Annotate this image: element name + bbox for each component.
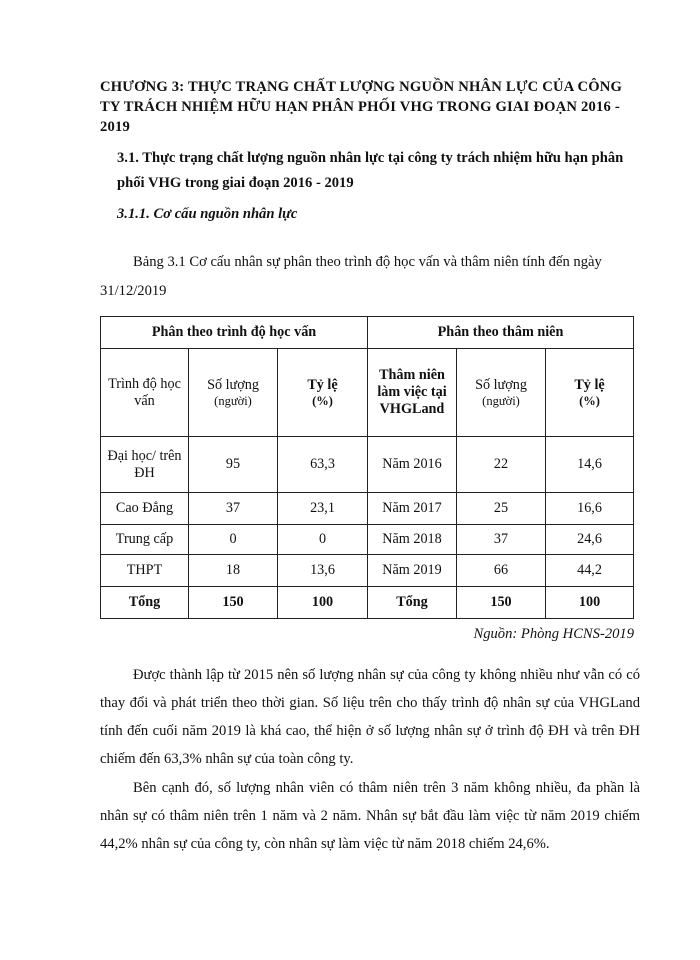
cell-ratio-2: 14,6	[546, 437, 634, 493]
cell-year: Năm 2016	[368, 437, 457, 493]
header-seniority: Thâm niên làm việc tại VHGLand	[368, 349, 457, 437]
cell-count-2: 66	[457, 555, 546, 587]
cell-level: THPT	[101, 555, 189, 587]
table-row	[101, 525, 634, 555]
table-caption-label: Bảng 3.1	[133, 254, 186, 270]
header-ratio-2-label: Tỷ lệ	[574, 376, 605, 393]
header-count-2-label: Số lượng	[475, 376, 527, 393]
cell-count: 95	[189, 437, 278, 493]
cell-total-label-2: Tổng	[368, 587, 457, 619]
table-source: Nguồn: Phòng HCNS-2019	[473, 626, 634, 642]
cell-ratio: 0	[278, 525, 368, 555]
header-level: Trình độ học vấn	[101, 349, 189, 437]
paragraph-1: Được thành lập từ 2015 nên số lượng nhân sự của công ty không nhiều như vẫn có có thay đổi và phát triển theo thời gian. Số liệu trên cho thấy trình độ nhân sự của VHGLand tính đến cuối năm 2019 là khá cao, thể hiện ở số lượng nhân sự ở trình độ ĐH và trên ĐH chiếm đến 63,3% nhân sự của toàn công ty.	[100, 667, 640, 767]
header-count-2	[457, 349, 546, 437]
table-caption	[100, 248, 640, 306]
cell-ratio: 63,3	[278, 437, 368, 493]
header-ratio-2-unit: (%)	[579, 393, 600, 408]
cell-ratio-2: 44,2	[546, 555, 634, 587]
header-ratio-label: Tỷ lệ	[307, 376, 338, 393]
table-caption-text: Cơ cấu nhân sự phân theo trình độ học vấn và thâm niên tính đến ngày 31/12/2019	[100, 254, 602, 299]
header-count-unit: (người)	[214, 393, 252, 408]
header-ratio-2	[546, 349, 634, 437]
cell-total-count-2: 150	[457, 587, 546, 619]
cell-year: Năm 2017	[368, 493, 457, 525]
cell-ratio: 13,6	[278, 555, 368, 587]
cell-level: Cao Đẳng	[101, 493, 189, 525]
table-row	[101, 493, 634, 525]
cell-count: 18	[189, 555, 278, 587]
subsection-title: 3.1.1. Cơ cấu nguồn nhân lực	[117, 206, 298, 222]
header-count	[189, 349, 278, 437]
cell-total-count: 150	[189, 587, 278, 619]
cell-year: Năm 2018	[368, 525, 457, 555]
cell-level: Đại học/ trên ĐH	[101, 437, 189, 493]
header-count-label: Số lượng	[207, 376, 259, 393]
cell-total-ratio: 100	[278, 587, 368, 619]
cell-total-ratio-2: 100	[546, 587, 634, 619]
header-group-education: Phân theo trình độ học vấn	[101, 317, 368, 349]
table-row	[101, 437, 634, 493]
cell-ratio: 23,1	[278, 493, 368, 525]
cell-count-2: 25	[457, 493, 546, 525]
chapter-title: CHƯƠNG 3: THỰC TRẠNG CHẤT LƯỢNG NGUỒN NHÂN LỰC CỦA CÔNG TY TRÁCH NHIỆM HỮU HẠN PHÂN PHỐI VHG TRONG GIAI ĐOẠN 2016 - 2019	[100, 79, 623, 135]
header-ratio-unit: (%)	[312, 393, 333, 408]
header-count-2-unit: (người)	[482, 393, 520, 408]
section-title: 3.1. Thực trạng chất lượng nguồn nhân lực tại công ty trách nhiệm hữu hạn phân phối VHG trong giai đoạn 2016 - 2019	[117, 150, 624, 191]
cell-total-label: Tổng	[101, 587, 189, 619]
header-ratio	[278, 349, 368, 437]
table-total-row	[101, 587, 634, 619]
cell-count-2: 22	[457, 437, 546, 493]
paragraph-2: Bên cạnh đó, số lượng nhân viên có thâm niên trên 3 năm không nhiều, đa phần là nhân sự có thâm niên trên 1 năm và 2 năm. Nhân sự bắt đầu làm việc từ năm 2019 chiếm 44,2% nhân sự của công ty, còn nhân sự làm việc từ năm 2018 chiếm 24,6%.	[100, 780, 640, 852]
cell-year: Năm 2019	[368, 555, 457, 587]
cell-count: 0	[189, 525, 278, 555]
cell-count-2: 37	[457, 525, 546, 555]
header-group-seniority: Phân theo thâm niên	[368, 317, 634, 349]
cell-ratio-2: 24,6	[546, 525, 634, 555]
table-row	[101, 555, 634, 587]
cell-count: 37	[189, 493, 278, 525]
staff-structure-table	[100, 316, 634, 619]
cell-level: Trung cấp	[101, 525, 189, 555]
cell-ratio-2: 16,6	[546, 493, 634, 525]
